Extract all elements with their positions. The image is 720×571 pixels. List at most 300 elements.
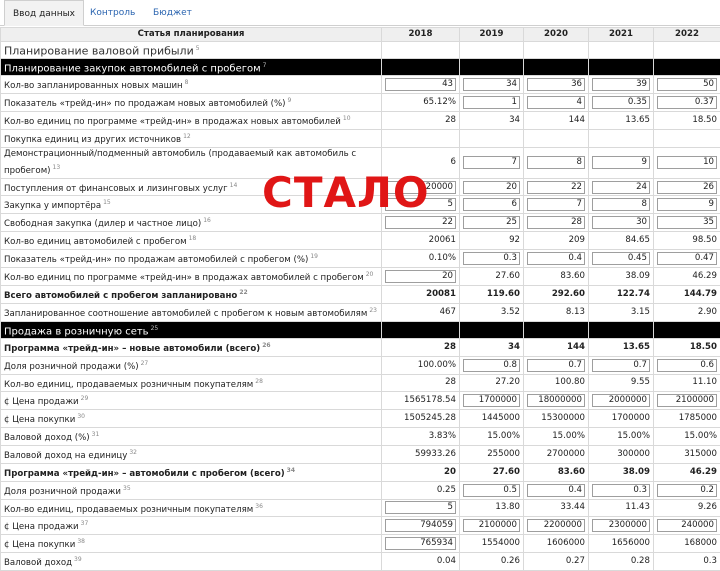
value-cell: 144 bbox=[524, 338, 589, 356]
tab-control[interactable]: Контроль bbox=[90, 0, 135, 26]
value-input-cell bbox=[382, 76, 460, 94]
table-row bbox=[1, 112, 720, 130]
value-cell: 255000 bbox=[460, 445, 524, 463]
value-input[interactable]: 30 bbox=[592, 216, 650, 229]
value-input[interactable]: 7 bbox=[463, 156, 520, 169]
value-input[interactable]: 22 bbox=[385, 216, 456, 229]
table-row bbox=[1, 499, 720, 517]
row-number: 13 bbox=[53, 164, 61, 171]
section-header-row bbox=[1, 59, 720, 76]
value-cell: 84.65 bbox=[589, 232, 654, 250]
value-input-cell bbox=[654, 481, 720, 499]
row-number: 32 bbox=[129, 449, 137, 456]
value-input[interactable]: 0.3 bbox=[592, 484, 650, 497]
value-cell: 34 bbox=[460, 338, 524, 356]
row-label-text: Всего автомобилей с пробегом запланировано bbox=[4, 291, 237, 301]
value-input-cell bbox=[524, 517, 589, 535]
value-input[interactable]: 24 bbox=[592, 181, 650, 194]
row-label-text: Валовой доход на единицу bbox=[4, 451, 127, 461]
value-input[interactable]: 9 bbox=[592, 156, 650, 169]
value-cell: 20081 bbox=[382, 285, 460, 303]
value-input-cell bbox=[524, 76, 589, 94]
row-number: 7 bbox=[263, 62, 267, 69]
row-label bbox=[1, 356, 382, 374]
value-input[interactable]: 0.8 bbox=[463, 359, 520, 372]
value-input-cell bbox=[524, 178, 589, 196]
row-label-text: Кол-во единиц автомобилей с пробегом bbox=[4, 237, 187, 247]
empty-cell bbox=[654, 42, 720, 59]
row-label bbox=[1, 445, 382, 463]
value-input[interactable]: 36 bbox=[527, 78, 585, 91]
value-input[interactable]: 2100000 bbox=[657, 394, 717, 407]
value-input-cell bbox=[589, 76, 654, 94]
value-cell: 13.80 bbox=[460, 499, 524, 517]
value-input[interactable]: 0.5 bbox=[463, 484, 520, 497]
value-input[interactable]: 20000 bbox=[385, 181, 456, 194]
value-input-cell bbox=[524, 214, 589, 232]
value-input[interactable]: 0.35 bbox=[592, 96, 650, 109]
value-cell: 119.60 bbox=[460, 285, 524, 303]
value-input[interactable]: 8 bbox=[592, 198, 650, 211]
table-row bbox=[1, 517, 720, 535]
value-input[interactable]: 20 bbox=[463, 181, 520, 194]
row-label bbox=[1, 553, 382, 571]
row-label bbox=[1, 129, 382, 147]
value-cell: 2.90 bbox=[654, 303, 720, 321]
value-input[interactable]: 0.7 bbox=[592, 359, 650, 372]
value-cell: 0.28 bbox=[589, 553, 654, 571]
value-input-cell bbox=[460, 178, 524, 196]
row-label-text: Свободная закупка (дилер и частное лицо) bbox=[4, 219, 201, 229]
row-number: 10 bbox=[343, 115, 351, 122]
value-input[interactable]: 1 bbox=[463, 96, 520, 109]
value-cell: 3.52 bbox=[460, 303, 524, 321]
value-input-cell bbox=[654, 94, 720, 112]
row-number: 20 bbox=[366, 271, 374, 278]
row-label-text: Планирование закупок автомобилей с пробегом bbox=[4, 63, 261, 74]
value-input[interactable]: 2100000 bbox=[463, 519, 520, 532]
value-cell: 18.50 bbox=[654, 112, 720, 130]
value-input[interactable]: 43 bbox=[385, 78, 456, 91]
value-input-cell bbox=[460, 76, 524, 94]
planning-table bbox=[0, 27, 720, 571]
value-input[interactable]: 39 bbox=[592, 78, 650, 91]
row-label bbox=[1, 267, 382, 285]
row-label-text: ¢ Цена покупки bbox=[4, 415, 75, 425]
row-label bbox=[1, 285, 382, 303]
value-input[interactable]: 0.37 bbox=[657, 96, 717, 109]
value-input[interactable]: 22 bbox=[527, 181, 585, 194]
table-row bbox=[1, 356, 720, 374]
value-input[interactable]: 20 bbox=[385, 270, 456, 283]
empty-cell bbox=[460, 59, 524, 76]
empty-cell bbox=[460, 42, 524, 59]
value-input[interactable]: 0.2 bbox=[657, 484, 717, 497]
value-input[interactable]: 8 bbox=[527, 156, 585, 169]
value-input-cell bbox=[524, 147, 589, 178]
row-label bbox=[1, 250, 382, 268]
row-label bbox=[1, 428, 382, 446]
value-cell: 144 bbox=[524, 112, 589, 130]
value-input[interactable]: 765934 bbox=[385, 537, 456, 550]
table-row bbox=[1, 232, 720, 250]
value-input-cell bbox=[524, 356, 589, 374]
row-label bbox=[1, 463, 382, 481]
row-label bbox=[1, 76, 382, 94]
value-input[interactable]: 50 bbox=[657, 78, 717, 91]
value-input-cell bbox=[524, 392, 589, 410]
value-input-cell bbox=[589, 214, 654, 232]
header-row bbox=[1, 28, 720, 42]
table-row bbox=[1, 338, 720, 356]
table-row bbox=[1, 303, 720, 321]
value-input-cell bbox=[382, 517, 460, 535]
value-cell bbox=[654, 129, 720, 147]
value-input-cell bbox=[460, 517, 524, 535]
section-header-row bbox=[1, 321, 720, 338]
row-label-text: ¢ Цена покупки bbox=[4, 540, 75, 550]
value-input[interactable]: 2200000 bbox=[527, 519, 585, 532]
value-cell: 83.60 bbox=[524, 267, 589, 285]
value-input[interactable]: 34 bbox=[463, 78, 520, 91]
empty-cell bbox=[382, 321, 460, 338]
value-input[interactable]: 0.6 bbox=[657, 359, 717, 372]
value-input[interactable]: 0.4 bbox=[527, 484, 585, 497]
value-input[interactable]: 7 bbox=[527, 198, 585, 211]
value-cell: 11.10 bbox=[654, 374, 720, 392]
empty-cell bbox=[589, 321, 654, 338]
value-input-cell bbox=[654, 356, 720, 374]
value-input-cell bbox=[589, 250, 654, 268]
value-cell: 1554000 bbox=[460, 535, 524, 553]
value-cell: 38.09 bbox=[589, 267, 654, 285]
table-row bbox=[1, 481, 720, 499]
value-cell: 1785000 bbox=[654, 410, 720, 428]
value-cell bbox=[460, 129, 524, 147]
column-header-year: 2021 bbox=[589, 28, 654, 42]
value-cell bbox=[589, 129, 654, 147]
value-cell: 9.55 bbox=[589, 374, 654, 392]
value-cell: 209 bbox=[524, 232, 589, 250]
value-cell: 92 bbox=[460, 232, 524, 250]
table-row bbox=[1, 445, 720, 463]
table-row bbox=[1, 410, 720, 428]
row-label-text: Программа «трейд-ин» – автомобили с пробегом (всего) bbox=[4, 469, 285, 479]
value-cell: 9.26 bbox=[654, 499, 720, 517]
value-cell: 1505245.28 bbox=[382, 410, 460, 428]
value-input[interactable]: 28 bbox=[527, 216, 585, 229]
empty-cell bbox=[524, 59, 589, 76]
row-label-text: Программа «трейд-ин» – новые автомобили (всего) bbox=[4, 344, 260, 354]
value-cell: 1700000 bbox=[589, 410, 654, 428]
value-cell: 0.3 bbox=[654, 553, 720, 571]
value-input[interactable]: 5 bbox=[385, 501, 456, 514]
row-number: 18 bbox=[189, 235, 197, 242]
value-input-cell bbox=[460, 94, 524, 112]
row-label-text: Покупка единиц из других источников bbox=[4, 135, 181, 145]
value-cell bbox=[524, 129, 589, 147]
empty-cell bbox=[382, 59, 460, 76]
value-input[interactable]: 9 bbox=[657, 198, 717, 211]
column-header-year: 2018 bbox=[382, 28, 460, 42]
row-label bbox=[1, 535, 382, 553]
value-cell: 2700000 bbox=[524, 445, 589, 463]
value-cell: 83.60 bbox=[524, 463, 589, 481]
value-input-cell bbox=[382, 535, 460, 553]
value-cell: 0.25 bbox=[382, 481, 460, 499]
value-cell: 15.00% bbox=[654, 428, 720, 446]
row-label bbox=[1, 303, 382, 321]
value-input-cell bbox=[589, 196, 654, 214]
value-cell: 1656000 bbox=[589, 535, 654, 553]
value-input-cell bbox=[460, 147, 524, 178]
value-cell: 6 bbox=[382, 147, 460, 178]
value-input[interactable]: 2300000 bbox=[592, 519, 650, 532]
value-cell: 0.27 bbox=[524, 553, 589, 571]
value-cell: 467 bbox=[382, 303, 460, 321]
tab-budget[interactable]: Бюджет bbox=[153, 0, 192, 26]
value-input-cell bbox=[654, 250, 720, 268]
value-input-cell bbox=[524, 250, 589, 268]
value-input-cell bbox=[382, 267, 460, 285]
table-row bbox=[1, 463, 720, 481]
value-input-cell bbox=[460, 392, 524, 410]
row-label bbox=[1, 410, 382, 428]
value-cell: 144.79 bbox=[654, 285, 720, 303]
empty-cell bbox=[589, 59, 654, 76]
value-cell: 33.44 bbox=[524, 499, 589, 517]
value-input-cell bbox=[460, 214, 524, 232]
value-input[interactable]: 1700000 bbox=[463, 394, 520, 407]
table-row bbox=[1, 428, 720, 446]
value-input-cell bbox=[654, 196, 720, 214]
value-cell: 100.80 bbox=[524, 374, 589, 392]
empty-cell bbox=[654, 59, 720, 76]
value-input[interactable]: 5 bbox=[385, 198, 456, 211]
empty-cell bbox=[460, 321, 524, 338]
value-cell: 20061 bbox=[382, 232, 460, 250]
value-cell: 65.12% bbox=[382, 94, 460, 112]
column-header-year: 2019 bbox=[460, 28, 524, 42]
overlay-stamp-text: СТАЛО bbox=[262, 168, 430, 217]
row-label bbox=[1, 112, 382, 130]
value-input-cell bbox=[654, 517, 720, 535]
page-title bbox=[1, 42, 382, 59]
value-input-cell bbox=[654, 214, 720, 232]
table-row bbox=[1, 535, 720, 553]
row-number: 12 bbox=[183, 133, 191, 140]
value-cell: 292.60 bbox=[524, 285, 589, 303]
row-label bbox=[1, 481, 382, 499]
value-input-cell bbox=[460, 250, 524, 268]
value-cell: 15.00% bbox=[589, 428, 654, 446]
value-input-cell bbox=[524, 481, 589, 499]
page-title-row bbox=[1, 42, 720, 59]
value-input[interactable]: 794059 bbox=[385, 519, 456, 532]
value-input-cell bbox=[589, 481, 654, 499]
value-input[interactable]: 0.47 bbox=[657, 252, 717, 265]
row-label-text: Валовой доход bbox=[4, 558, 72, 568]
row-label bbox=[1, 232, 382, 250]
value-cell: 0.26 bbox=[460, 553, 524, 571]
value-cell bbox=[382, 129, 460, 147]
empty-cell bbox=[524, 321, 589, 338]
value-cell: 27.60 bbox=[460, 267, 524, 285]
row-label-text: Кол-во единиц по программе «трейд-ин» в продажах новых автомобилей bbox=[4, 117, 341, 127]
empty-cell bbox=[382, 42, 460, 59]
section-title bbox=[1, 321, 382, 338]
row-label-text: Доля розничной продажи (%) bbox=[4, 362, 139, 372]
value-cell: 13.65 bbox=[589, 338, 654, 356]
value-cell: 38.09 bbox=[589, 463, 654, 481]
value-cell: 168000 bbox=[654, 535, 720, 553]
column-header-year: 2020 bbox=[524, 28, 589, 42]
value-cell: 11.43 bbox=[589, 499, 654, 517]
value-cell: 15300000 bbox=[524, 410, 589, 428]
row-number: 36 bbox=[255, 503, 263, 510]
row-number: 37 bbox=[81, 520, 89, 527]
tab-data-entry[interactable]: Ввод данных bbox=[4, 0, 84, 26]
row-number: 28 bbox=[255, 378, 263, 385]
value-cell: 13.65 bbox=[589, 112, 654, 130]
row-label bbox=[1, 517, 382, 535]
row-label-text: Кол-во единиц по программе «трейд-ин» в продажах автомобилей с пробегом bbox=[4, 273, 364, 283]
value-input-cell bbox=[589, 356, 654, 374]
row-number: 31 bbox=[92, 431, 100, 438]
value-input[interactable]: 0.3 bbox=[463, 252, 520, 265]
row-label-text: Показатель «трейд-ин» по продажам автомобилей с пробегом (%) bbox=[4, 255, 308, 265]
value-cell: 3.15 bbox=[589, 303, 654, 321]
table-row bbox=[1, 76, 720, 94]
row-label-text: ¢ Цена продажи bbox=[4, 522, 79, 532]
value-cell: 3.83% bbox=[382, 428, 460, 446]
tab-bar bbox=[0, 0, 720, 26]
row-number: 26 bbox=[262, 342, 270, 349]
value-cell: 27.20 bbox=[460, 374, 524, 392]
column-header-year: 2022 bbox=[654, 28, 720, 42]
row-number: 35 bbox=[123, 485, 131, 492]
table-row bbox=[1, 267, 720, 285]
value-cell: 8.13 bbox=[524, 303, 589, 321]
row-label-text: Показатель «трейд-ин» по продажам новых автомобилей (%) bbox=[4, 99, 286, 109]
value-input-cell bbox=[589, 147, 654, 178]
value-input-cell bbox=[382, 499, 460, 517]
row-label-text: Кол-во единиц, продаваемых розничным покупателям bbox=[4, 379, 253, 389]
value-cell: 28 bbox=[382, 112, 460, 130]
value-cell: 27.60 bbox=[460, 463, 524, 481]
value-cell: 15.00% bbox=[460, 428, 524, 446]
row-number: 8 bbox=[185, 79, 189, 86]
column-header-label: Статья планирования bbox=[1, 28, 382, 42]
empty-cell bbox=[654, 321, 720, 338]
value-input-cell bbox=[654, 76, 720, 94]
row-number: 15 bbox=[103, 199, 111, 206]
value-cell: 46.29 bbox=[654, 267, 720, 285]
row-label-text: Продажа в розничную сеть bbox=[4, 326, 149, 337]
value-input-cell bbox=[460, 356, 524, 374]
value-input[interactable]: 10 bbox=[657, 156, 717, 169]
empty-cell bbox=[524, 42, 589, 59]
value-input-cell bbox=[589, 392, 654, 410]
row-label-text: Закупка у импортёра bbox=[4, 201, 101, 211]
table-row bbox=[1, 250, 720, 268]
value-input[interactable]: 0.4 bbox=[527, 252, 585, 265]
value-input[interactable]: 240000 bbox=[657, 519, 717, 532]
value-input-cell bbox=[524, 94, 589, 112]
value-cell: 1445000 bbox=[460, 410, 524, 428]
row-number: 22 bbox=[239, 289, 247, 296]
section-title bbox=[1, 59, 382, 76]
value-input-cell bbox=[589, 517, 654, 535]
row-label-text: Демонстрационный/подменный автомобиль (продаваемый как автомобиль с пробегом) bbox=[4, 149, 356, 176]
value-input[interactable]: 35 bbox=[657, 216, 717, 229]
value-input[interactable]: 0.45 bbox=[592, 252, 650, 265]
row-label-text: Валовой доход (%) bbox=[4, 433, 90, 443]
value-cell: 15.00% bbox=[524, 428, 589, 446]
row-number: 16 bbox=[203, 217, 211, 224]
value-input-cell bbox=[589, 178, 654, 196]
value-cell: 28 bbox=[382, 338, 460, 356]
value-cell: 100.00% bbox=[382, 356, 460, 374]
value-input[interactable]: 4 bbox=[527, 96, 585, 109]
row-number: 30 bbox=[77, 413, 85, 420]
row-label-text: ¢ Цена продажи bbox=[4, 397, 79, 407]
row-label bbox=[1, 392, 382, 410]
value-cell: 34 bbox=[460, 112, 524, 130]
value-cell: 1606000 bbox=[524, 535, 589, 553]
row-number: 23 bbox=[369, 307, 377, 314]
table-row bbox=[1, 553, 720, 571]
row-number: 39 bbox=[74, 556, 82, 563]
row-number: 19 bbox=[310, 253, 318, 260]
value-input[interactable]: 2000000 bbox=[592, 394, 650, 407]
row-label-text: Планирование валовой прибыли bbox=[4, 45, 194, 58]
value-cell: 315000 bbox=[654, 445, 720, 463]
value-input-cell bbox=[654, 178, 720, 196]
value-input[interactable]: 6 bbox=[463, 198, 520, 211]
row-label bbox=[1, 499, 382, 517]
row-number: 9 bbox=[288, 97, 292, 104]
value-input[interactable]: 0.7 bbox=[527, 359, 585, 372]
value-input-cell bbox=[589, 94, 654, 112]
value-input-cell bbox=[654, 392, 720, 410]
value-cell: 122.74 bbox=[589, 285, 654, 303]
row-number: 27 bbox=[141, 360, 149, 367]
table-row bbox=[1, 94, 720, 112]
row-number: 38 bbox=[77, 538, 85, 545]
row-label bbox=[1, 338, 382, 356]
value-input[interactable]: 18000000 bbox=[527, 394, 585, 407]
value-cell: 98.50 bbox=[654, 232, 720, 250]
row-label-text: Запланированное соотношение автомобилей с пробегом к новым автомобилям bbox=[4, 309, 367, 319]
empty-cell bbox=[589, 42, 654, 59]
row-number: 29 bbox=[81, 395, 89, 402]
row-label-text: Кол-во единиц, продаваемых розничным покупателям bbox=[4, 504, 253, 514]
value-input-cell bbox=[654, 147, 720, 178]
value-cell: 28 bbox=[382, 374, 460, 392]
row-number: 25 bbox=[151, 325, 159, 332]
table-row bbox=[1, 129, 720, 147]
row-label bbox=[1, 374, 382, 392]
value-cell: 20 bbox=[382, 463, 460, 481]
row-label bbox=[1, 94, 382, 112]
value-input[interactable]: 25 bbox=[463, 216, 520, 229]
value-input[interactable]: 26 bbox=[657, 181, 717, 194]
value-cell: 46.29 bbox=[654, 463, 720, 481]
table-row bbox=[1, 374, 720, 392]
value-input-cell bbox=[460, 481, 524, 499]
value-cell: 300000 bbox=[589, 445, 654, 463]
